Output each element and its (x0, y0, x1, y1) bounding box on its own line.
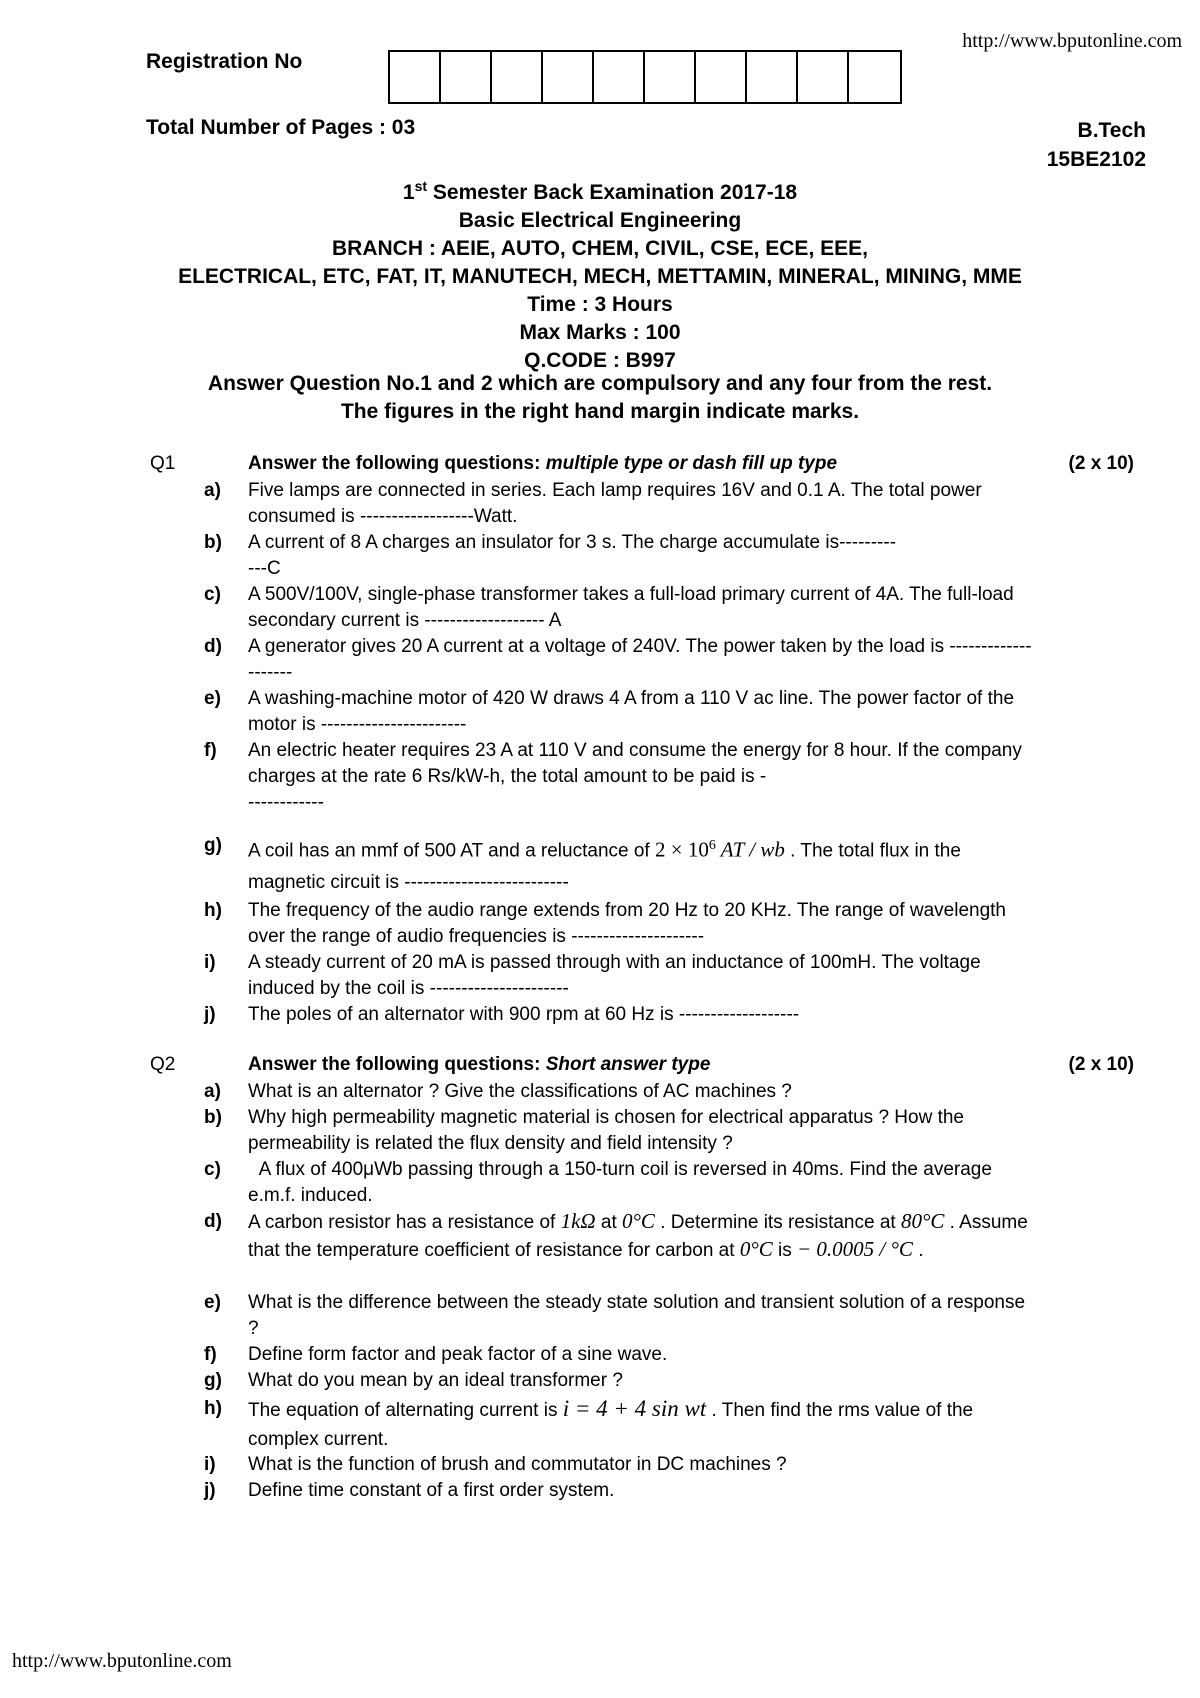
q1-item-b (204, 530, 1034, 582)
q2-item-j (204, 1478, 1034, 1504)
registration-digit-box[interactable] (696, 52, 747, 102)
item-label: i) (204, 952, 216, 973)
q2-heading (248, 1054, 710, 1076)
source-url-bottom: http://www.bputonline.com (12, 1650, 232, 1672)
semester-number: 1 (402, 181, 415, 204)
q1-item-h (204, 898, 1034, 950)
q1-item-e (204, 686, 1034, 738)
q2-marks: (2 x 10) (1068, 1054, 1134, 1075)
item-text: Define time constant of a first order system. (248, 1480, 615, 1501)
item-label: e) (204, 688, 221, 709)
source-url-top: http://www.bputonline.com (962, 30, 1182, 52)
q2-item-b (204, 1105, 1034, 1157)
item-text: A carbon resistor has a resistance of (248, 1212, 561, 1233)
item-text: What is the difference between the steady state solution and transient solution of a response ? (248, 1292, 1026, 1339)
q1-heading-text: Answer the following questions: (248, 453, 546, 474)
item-text: A coil has an mmf of 500 AT and a reluctance of (248, 840, 655, 862)
item-text: A 500V/100V, single-phase transformer takes a full-load primary current of 4A. The full-load secondary current is ------------------- A (248, 584, 1014, 631)
q1-item-c (204, 582, 1034, 634)
temperature-coefficient: − 0.0005 / °C (797, 1237, 913, 1261)
item-text: A generator gives 20 A current at a voltage of 240V. The power taken by the load is -------------------- (248, 636, 1032, 683)
q2-item-f (204, 1342, 1034, 1368)
resistance-value: 1kΩ (560, 1209, 596, 1233)
registration-digit-box[interactable] (798, 52, 849, 102)
item-label: h) (204, 900, 222, 921)
subject-title: Basic Electrical Engineering (458, 209, 742, 232)
registration-digit-box[interactable] (747, 52, 798, 102)
q1-item-a (204, 478, 1034, 530)
instruction-1: Answer Question No.1 and 2 which are compulsory and any four from the rest. (207, 372, 993, 395)
question-code: Q.CODE : B997 (524, 349, 676, 372)
item-text: A washing-machine motor of 420 W draws 4 A from a 110 V ac line. The power factor of the motor is ----------------------- (248, 688, 1015, 735)
item-text: . (912, 1240, 924, 1261)
current-equation: i = 4 + 4 sin wt (562, 1396, 707, 1421)
item-label: f) (204, 1344, 217, 1365)
temperature-value: 0°C (739, 1237, 773, 1261)
q2-item-d (204, 1208, 1034, 1264)
item-label: b) (204, 532, 222, 553)
registration-digit-box[interactable] (441, 52, 492, 102)
instruction-2: The figures in the right hand margin indicate marks. (340, 400, 860, 423)
q1-item-g (204, 830, 1034, 899)
q1-item-j (204, 1002, 1034, 1028)
item-label: g) (204, 1370, 222, 1391)
q2-heading-type: Short answer type (545, 1054, 711, 1075)
registration-digit-box[interactable] (645, 52, 696, 102)
exam-title-block (0, 172, 1200, 375)
registration-digit-box[interactable] (492, 52, 543, 102)
item-text: What do you mean by an ideal transformer ? (248, 1370, 623, 1391)
q1-item-i (204, 950, 1034, 1002)
registration-digit-box[interactable] (543, 52, 594, 102)
item-label: c) (204, 584, 221, 605)
item-label: g) (204, 835, 222, 856)
item-text: The equation of alternating current is (248, 1400, 563, 1421)
item-label: d) (204, 1211, 222, 1232)
total-pages: Total Number of Pages : 03 (146, 116, 416, 139)
item-label: a) (204, 480, 221, 501)
item-text-after: . The total flux in the magnetic circuit is -------------------------- (248, 840, 961, 894)
item-text: . Determine its resistance at (654, 1212, 901, 1233)
math-expression: 2 × 10 (654, 837, 709, 862)
item-label: e) (204, 1292, 221, 1313)
item-text: What is the function of brush and commutator in DC machines ? (248, 1454, 787, 1475)
temperature-value: 80°C (900, 1209, 945, 1233)
q1-number: Q1 (150, 453, 176, 474)
q2-item-h (204, 1394, 1034, 1454)
q2-heading-text: Answer the following questions: (248, 1054, 546, 1075)
exam-time: Time : 3 Hours (527, 293, 673, 316)
q2-item-e (204, 1290, 1034, 1342)
temperature-value: 0°C (622, 1209, 655, 1233)
item-label: a) (204, 1081, 221, 1102)
item-text: . Then find the rms value of the complex current. (248, 1400, 974, 1450)
item-text: The frequency of the audio range extends from 20 Hz to 20 KHz. The range of wavelength over the range of audio frequencies is --------------------- (248, 900, 1006, 947)
math-unit: AT / wb (715, 837, 785, 862)
item-text: A steady current of 20 mA is passed through with an inductance of 100mH. The voltage induced by the coil is ---------------------- (248, 952, 981, 999)
q2-number: Q2 (150, 1054, 176, 1075)
item-text: Define form factor and peak factor of a sine wave. (248, 1344, 668, 1365)
item-label: d) (204, 636, 222, 657)
q2-item-c (204, 1157, 1034, 1209)
item-text: at (595, 1212, 623, 1233)
item-label: h) (204, 1398, 222, 1419)
item-label: j) (204, 1004, 216, 1025)
item-text: . Assume that the temperature coefficient of resistance for carbon at (248, 1212, 1028, 1261)
q1-item-d (204, 634, 1034, 686)
q1-marks: (2 x 10) (1068, 453, 1134, 474)
item-text: A current of 8 A charges an insulator for 3 s. The charge accumulate is--------- ---C (248, 532, 897, 579)
math-exponent: 6 (708, 838, 716, 853)
branch-line-2: ELECTRICAL, ETC, FAT, IT, MANUTECH, MECH, METTAMIN, MINERAL, MINING, MME (178, 265, 1022, 288)
course-code: 15BE2102 (1046, 148, 1146, 171)
q1-heading-type: multiple type or dash fill up type (545, 453, 838, 474)
semester-text: Semester Back Examination 2017-18 (427, 181, 798, 204)
instructions (0, 370, 1200, 426)
item-label: b) (204, 1107, 222, 1128)
item-label: f) (204, 740, 217, 761)
item-text: A flux of 400μWb passing through a 150-turn coil is reversed in 40ms. Find the average e.m.f. induced. (248, 1159, 998, 1206)
item-text: is (772, 1240, 797, 1261)
q2-item-i (204, 1452, 1034, 1478)
item-label: c) (204, 1159, 221, 1180)
q1-item-f (204, 738, 1034, 816)
item-label: j) (204, 1480, 216, 1501)
semester-line (0, 172, 1200, 207)
degree: B.Tech (1077, 119, 1146, 142)
item-text: Why high permeability magnetic material is chosen for electrical apparatus ? How the permeability is related the flux density and field intensity ? (248, 1107, 964, 1154)
q1-heading (248, 453, 837, 475)
item-text: An electric heater requires 23 A at 110 V and consume the energy for 8 hour. If the company charges at the rate 6 Rs/kW-h, the total amount to be paid is - ------------ (248, 740, 1022, 813)
registration-digit-box[interactable] (849, 52, 900, 102)
item-text: Five lamps are connected in series. Each lamp requires 16V and 0.1 A. The total power consumed is ------------------Watt. (248, 480, 982, 527)
item-text: What is an alternator ? Give the classifications of AC machines ? (248, 1081, 792, 1102)
registration-digit-box[interactable] (390, 52, 441, 102)
max-marks: Max Marks : 100 (519, 321, 681, 344)
registration-label: Registration No (146, 50, 303, 73)
item-label: i) (204, 1454, 216, 1475)
branch-line-1: BRANCH : AEIE, AUTO, CHEM, CIVIL, CSE, ECE, EEE, (332, 237, 868, 260)
q2-item-a (204, 1079, 1034, 1105)
degree-code-block (1047, 116, 1146, 174)
semester-sup: st (414, 178, 428, 194)
registration-number-boxes[interactable] (388, 50, 902, 104)
q2-item-g (204, 1368, 1034, 1394)
registration-digit-box[interactable] (594, 52, 645, 102)
item-text: The poles of an alternator with 900 rpm at 60 Hz is ------------------- (248, 1004, 800, 1025)
